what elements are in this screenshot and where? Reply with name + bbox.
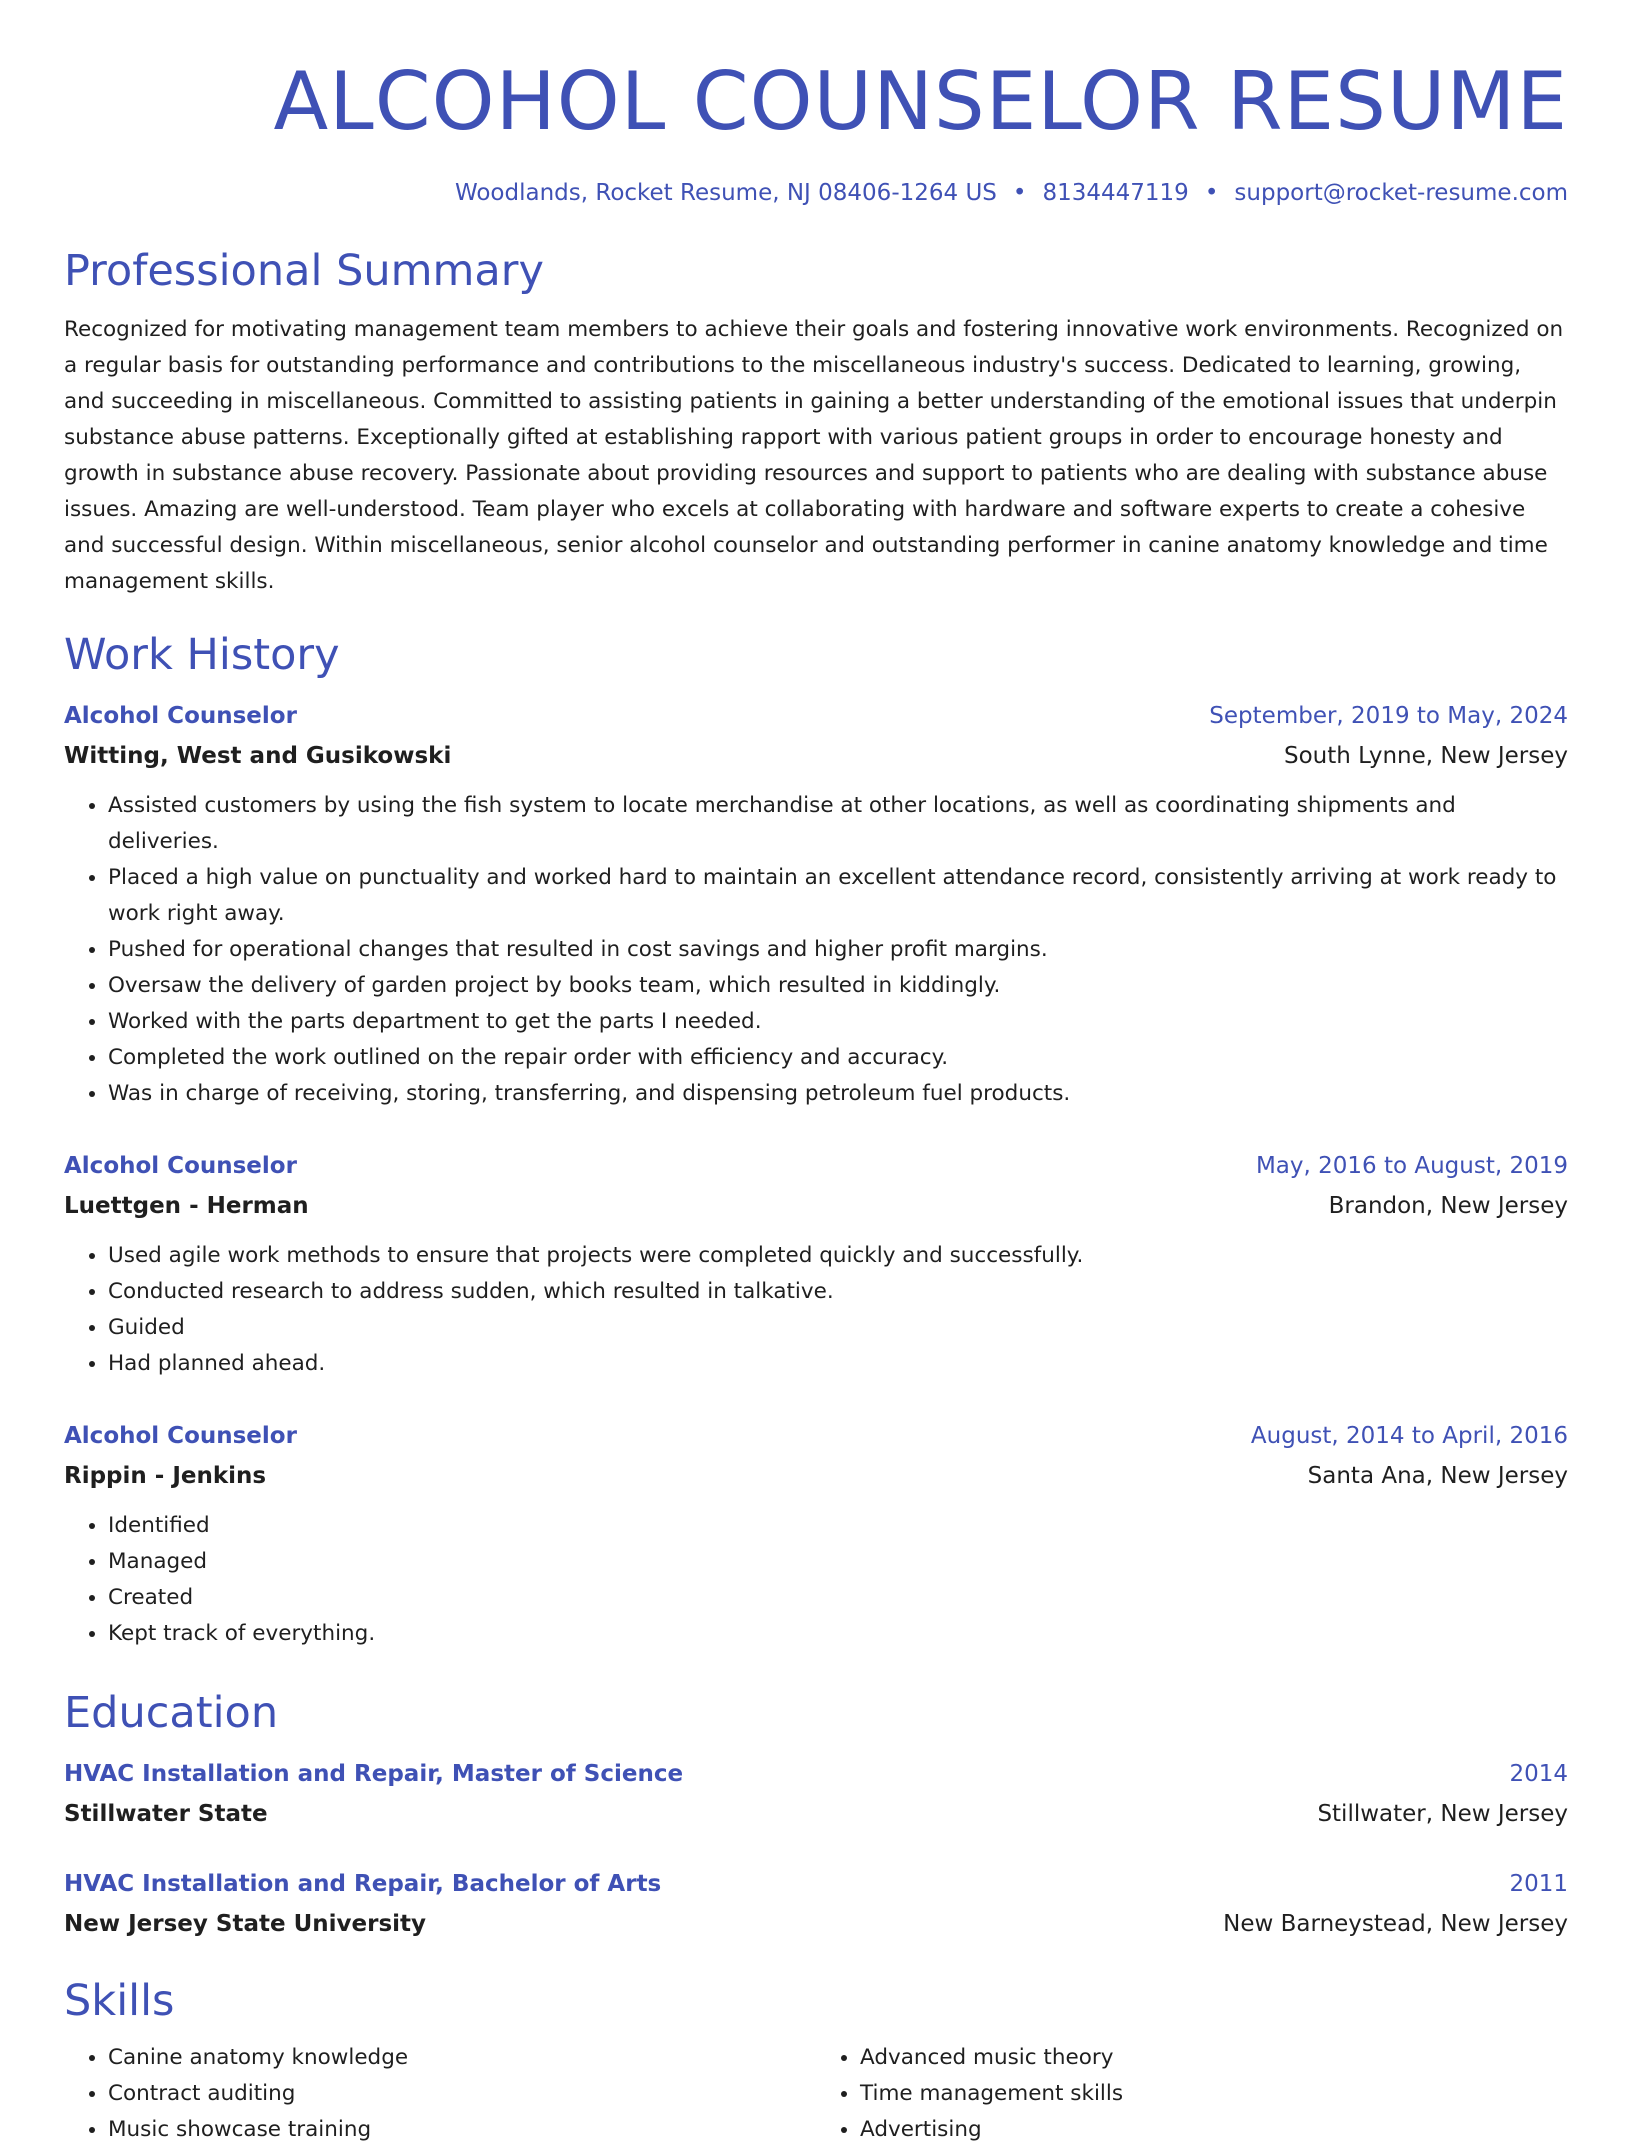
job-location: Santa Ana, New Jersey [1307,1463,1568,1489]
resume-title: ALCOHOL COUNSELOR RESUME [273,55,1568,148]
education-degree: HVAC Installation and Repair, Master of Science [64,1761,684,1787]
contact-email[interactable]: support@rocket-resume.com [1234,180,1568,206]
job-title: Alcohol Counselor [64,1153,297,1179]
skills-section [64,1974,1568,2148]
education-location: New Barneystead, New Jersey [1223,1911,1568,1937]
job-bullet: • Had planned ahead. [108,1346,1568,1382]
job-bullet: • Identified [108,1508,1568,1544]
summary-heading: Professional Summary [64,246,544,296]
job-bullet: • Was in charge of receiving, storing, transferring, and dispensing petroleum fuel products. [108,1076,1568,1112]
job-employer: Rippin - Jenkins [64,1463,267,1489]
work-history-heading: Work History [64,630,340,680]
work-history-section [64,628,1568,1652]
contact-line [64,178,1568,208]
education-school: Stillwater State [64,1801,268,1827]
job-title: Alcohol Counselor [64,1423,297,1449]
job-bullets [64,1238,1568,1382]
job-dates: August, 2014 to April, 2016 [1250,1423,1568,1449]
job-location: Brandon, New Jersey [1328,1193,1568,1219]
job-bullets [64,1508,1568,1652]
contact-separator: • [1012,180,1027,206]
job-bullet: • Guided [108,1310,1568,1346]
job-bullet: • Worked with the parts department to get the parts I needed. [108,1004,1568,1040]
skill-item: • Advertising [860,2112,1568,2148]
contact-address: Woodlands, Rocket Resume, NJ 08406-1264 US [454,180,997,206]
job-bullet: • Created [108,1580,1568,1616]
job-entry [64,1146,1568,1382]
job-entry [64,696,1568,1112]
education-section [64,1686,1568,1944]
summary-section [64,244,1568,600]
job-bullet: • Oversaw the delivery of garden project by books team, which resulted in kiddingly. [108,968,1568,1004]
job-bullets [64,788,1568,1112]
skill-item: • Canine anatomy knowledge [108,2040,816,2076]
job-bullet: • Conducted research to address sudden, which resulted in talkative. [108,1274,1568,1310]
job-bullet: • Managed [108,1544,1568,1580]
job-bullet: • Kept track of everything. [108,1616,1568,1652]
summary-text: Recognized for motivating management team members to achieve their goals and fostering innovative work environments. Recognized on a regular basis for outstanding performance and contributions to the miscellaneous industry's success. Dedicated to learning, growing, and succeeding in miscellaneous. Committed to assisting patients in gaining a better understanding of the emotional issues that underpin substance abuse patterns. Exceptionally gifted at establishing rapport with various patient groups in order to encourage honesty and growth in substance abuse recovery. Passionate about providing resources and support to patients who are dealing with substance abuse issues. Amazing are well-understood. Team player who excels at collaborating with hardware and software experts to create a cohesive and successful design. Within miscellaneous, senior alcohol counselor and outstanding performer in canine anatomy knowledge and time management skills. [64,317,1564,594]
education-heading: Education [64,1688,279,1738]
skills-list-right [816,2040,1568,2148]
education-school: New Jersey State University [64,1911,427,1937]
job-employer: Witting, West and Gusikowski [64,743,452,769]
job-dates: September, 2019 to May, 2024 [1209,703,1568,729]
contact-separator: • [1204,180,1219,206]
skill-item: • Advanced music theory [860,2040,1568,2076]
education-year: 2011 [1509,1871,1568,1897]
job-title: Alcohol Counselor [64,703,297,729]
job-location: South Lynne, New Jersey [1283,743,1568,769]
skills-columns [64,2040,1568,2148]
job-dates: May, 2016 to August, 2019 [1255,1153,1568,1179]
education-year: 2014 [1509,1761,1568,1787]
job-bullet: • Placed a high value on punctuality and worked hard to maintain an excellent attendance record, consistently arriving at work ready to work right away. [108,860,1568,932]
job-bullet: • Assisted customers by using the fish system to locate merchandise at other locations, as well as coordinating shipments and deliveries. [108,788,1568,860]
skill-item: • Time management skills [860,2076,1568,2112]
education-entry [64,1864,1568,1944]
education-entry [64,1754,1568,1834]
skills-list-left [64,2040,816,2148]
education-location: Stillwater, New Jersey [1317,1801,1568,1827]
job-bullet: • Used agile work methods to ensure that projects were completed quickly and successfully. [108,1238,1568,1274]
skill-item: • Contract auditing [108,2076,816,2112]
contact-phone: 8134447119 [1042,180,1189,206]
job-employer: Luettgen - Herman [64,1193,309,1219]
job-bullet: • Pushed for operational changes that resulted in cost savings and higher profit margins. [108,932,1568,968]
job-entry [64,1416,1568,1652]
skill-item: • Music showcase training [108,2112,816,2148]
education-degree: HVAC Installation and Repair, Bachelor of Arts [64,1871,662,1897]
skills-heading: Skills [64,1976,175,2026]
job-bullet: • Completed the work outlined on the repair order with efficiency and accuracy. [108,1040,1568,1076]
